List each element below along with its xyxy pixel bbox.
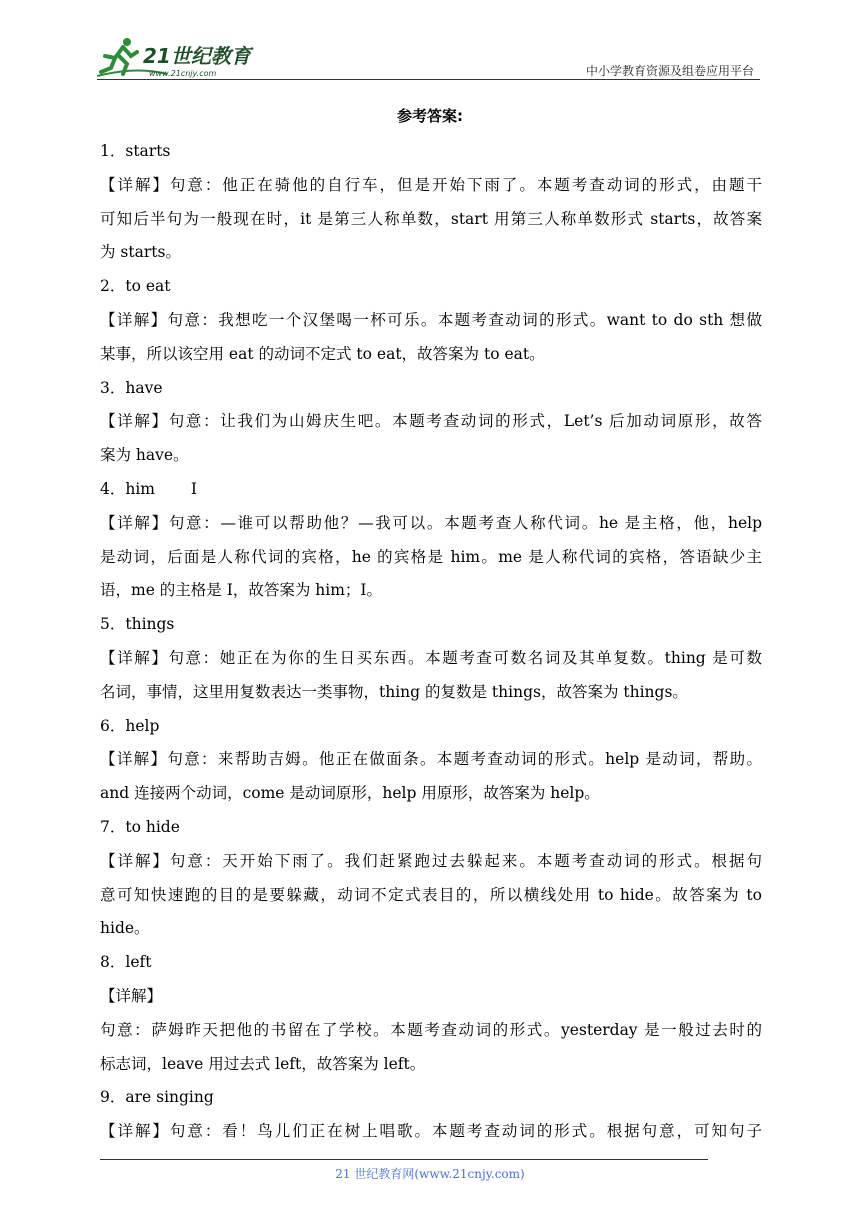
text-line: 【详解】句意：天开始下雨了。我们赶紧跑过去躲起来。本题考查动词的形式。根据句	[100, 851, 762, 870]
footer-text: 21 世纪教育网(www.21cnjy.com)	[335, 1167, 525, 1181]
page-header	[97, 36, 760, 80]
text-line: 5．things	[100, 615, 175, 634]
text-line: 3．have	[100, 378, 163, 397]
text-line: and 连接两个动词，come 是动词原形，help 用原形，故答案为 help。	[100, 784, 600, 803]
answer-content	[100, 135, 762, 1149]
text-line: 【详解】句意：她正在为你的生日买东西。本题考查可数名词及其单复数。thing 是可数	[100, 648, 762, 667]
text-line: 1．starts	[100, 142, 171, 160]
platform-label: 中小学教育资源及组卷应用平台	[585, 64, 754, 78]
text-line: 2．to eat	[100, 277, 171, 296]
text-line: 案为 have。	[100, 446, 189, 465]
text-line: 【详解】句意：来帮助吉姆。他正在做面条。本题考查动词的形式。help 是动词，帮助。	[100, 750, 762, 769]
text-line: 句意：萨姆昨天把他的书留在了学校。本题考查动词的形式。yesterday 是一般过去时的	[100, 1020, 762, 1039]
text-line: 为 starts。	[100, 243, 181, 262]
text-line: 是动词，后面是人称代词的宾格，he 的宾格是 him。me 是人称代词的宾格，答语缺少主	[100, 547, 762, 566]
text-line: 【详解】句意：我想吃一个汉堡喝一杯可乐。本题考查动词的形式。want to do sth 想做	[100, 310, 762, 329]
logo-21cnjy	[97, 36, 277, 80]
text-line: 7．to hide	[100, 817, 180, 836]
text-line: 【详解】句意：让我们为山姆庆生吧。本题考查动词的形式，Let’s 后加动词原形，故答	[100, 412, 762, 431]
text-line: 【详解】句意：看！鸟儿们正在树上唱歌。本题考查动词的形式。根据句意，可知句子	[100, 1122, 762, 1141]
text-line: 8．left	[100, 953, 152, 972]
text-line: 【详解】句意：他正在骑他的自行车，但是开始下雨了。本题考查动词的形式，由题干	[100, 175, 762, 194]
page-title: 参考答案:	[397, 107, 463, 125]
text-line: 某事，所以该空用 eat 的动词不定式 to eat，故答案为 to eat。	[100, 344, 545, 363]
text-line: hide。	[100, 919, 150, 938]
text-line: 【详解】	[100, 986, 163, 1005]
text-line: 可知后半句为一般现在时，it 是第三人称单数，start 用第三人称单数形式 starts，故答案	[100, 209, 762, 228]
text-line: 【详解】句意：—谁可以帮助他？—我可以。本题考查人称代词。he 是主格，他，help	[100, 513, 762, 532]
footer-divider	[100, 1159, 708, 1160]
text-line: 4．him I	[100, 479, 198, 498]
text-line: 名词，事情，这里用复数表达一类事物，thing 的复数是 things，故答案为 things。	[100, 682, 688, 701]
text-line: 标志词，leave 用过去式 left，故答案为 left。	[100, 1054, 426, 1073]
text-line: 9．are singing	[100, 1088, 214, 1107]
text-line: 6．help	[100, 716, 160, 735]
logo-text: 21世纪教育	[143, 44, 251, 68]
text-line: 语，me 的主格是 I，故答案为 him；I。	[100, 581, 383, 600]
text-line: 意可知快速跑的目的是要躲藏，动词不定式表目的，所以横线处用 to hide。故答案为 to	[100, 885, 762, 904]
logo-url: www.21cnjy.com	[149, 69, 217, 78]
header-divider	[97, 79, 760, 80]
